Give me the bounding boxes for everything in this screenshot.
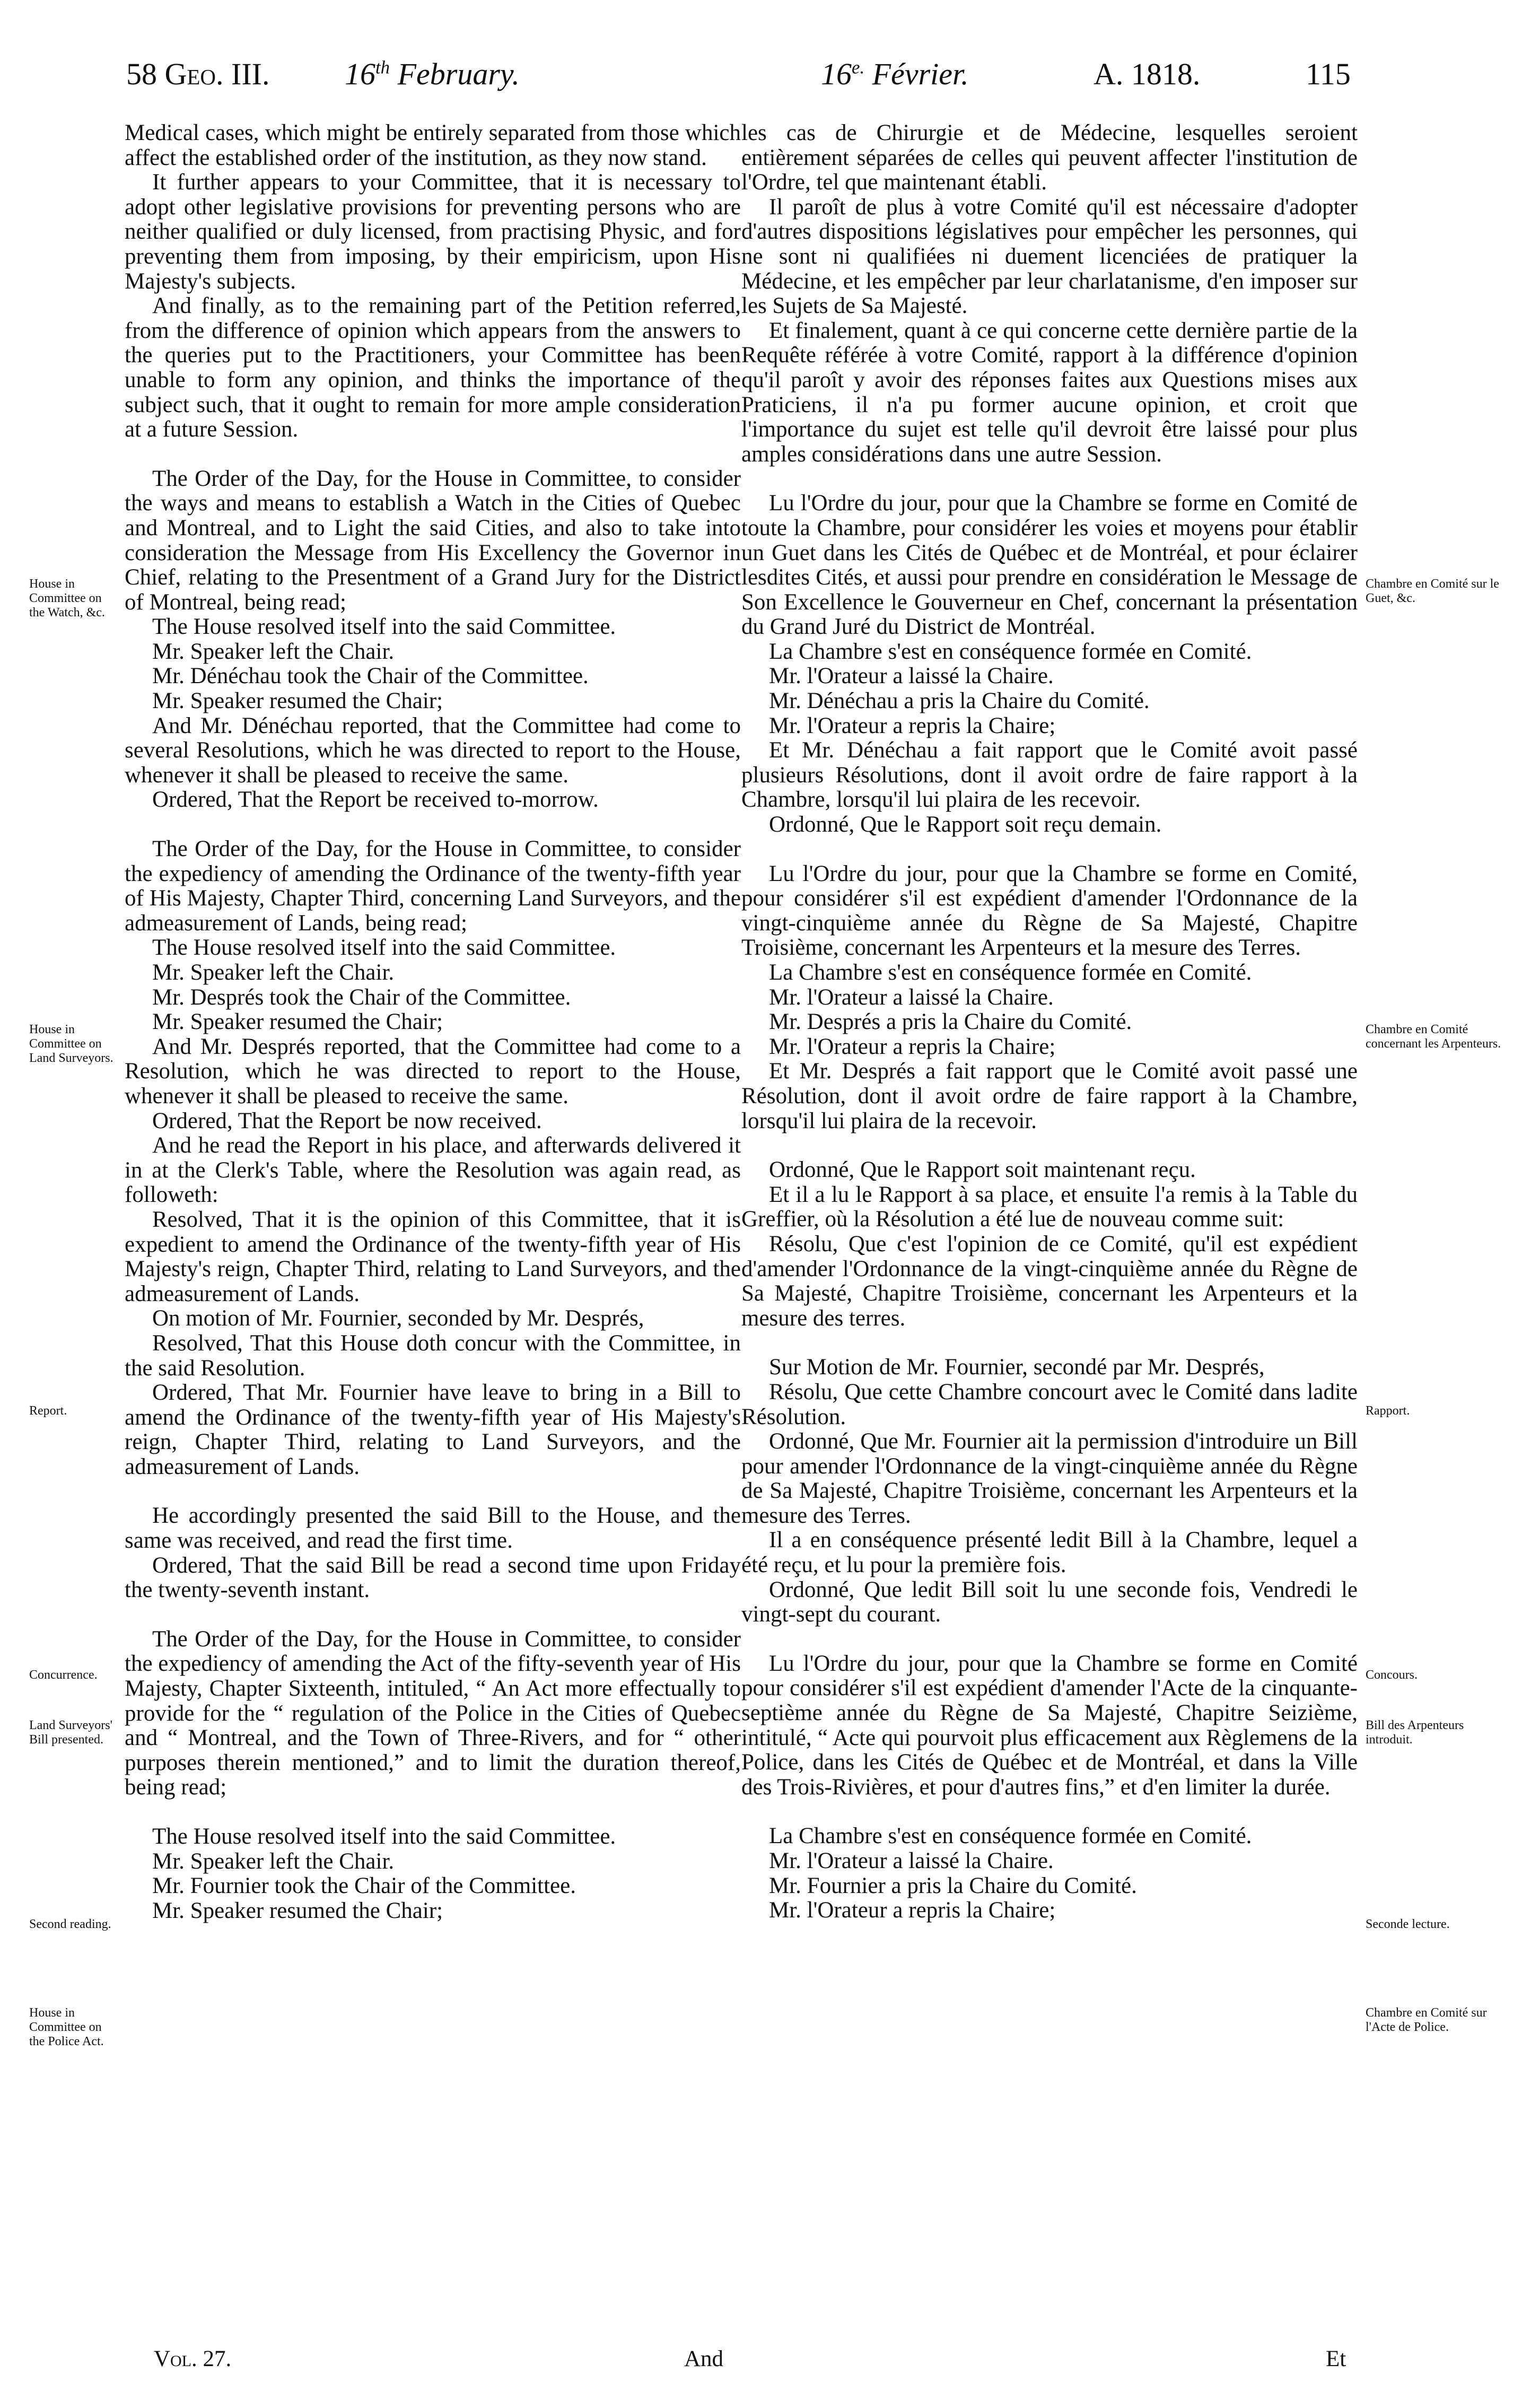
margin-note-right: Chambre en Comité sur l'Acte de Police.: [1366, 2006, 1487, 2034]
paragraph: Et Mr. Dénéchau a fait rapport que le Comité avoit passé plusieurs Résolutions, dont il avoit ordre de faire rapport à la Chambre, lorsqu'il lui plaira de les recevoir.: [741, 738, 1358, 813]
date-english: 16th February.: [345, 57, 520, 91]
paragraph: Lu l'Ordre du jour, pour que la Chambre se forme en Comité, pour considérer s'il est expédient d'amender l'Ordonnance de la vingt-cinquième année du Règne de Sa Majesté, Chapitre Troisième, concernant les Arpenteurs et la mesure des Terres.: [741, 861, 1358, 961]
paragraph: Mr. Speaker left the Chair.: [152, 1848, 395, 1874]
margin-note-left: House in Committee on the Watch, &c.: [29, 577, 105, 620]
paragraph: La Chambre s'est en conséquence formée en Comité.: [769, 960, 1252, 985]
paragraph: Resolved, That it is the opinion of this Committee, that it is expedient to amend the Ordinance of the twenty-fifth year of His Majesty's reign, Chapter Third, relating to Land Surveyors, and the admeasurement of Lands.: [125, 1207, 741, 1306]
margin-note-left: Concurrence.: [29, 1668, 98, 1682]
date-french: $16^{e.}$ Février.: [821, 57, 969, 91]
french-column: [741, 121, 1358, 1923]
margin-note-right: Rapport.: [1366, 1404, 1410, 1418]
catchword-french: Et: [1326, 2346, 1346, 2371]
paragraph: The House resolved itself into the said Committee.: [152, 1824, 616, 1849]
paragraph: Il paroît de plus à votre Comité qu'il est nécessaire d'adopter d'autres dispositions législatives pour empêcher les personnes, qui ne sont ni qualifiées ni duement licenciées de pratiquer la Médecine, et les empêcher par leur charlatanisme, d'en imposer sur les Sujets de Sa Majesté.: [741, 194, 1358, 319]
paragraph: Mr. Després a pris la Chaire du Comité.: [769, 1009, 1132, 1035]
margin-note-right: Concours.: [1366, 1668, 1418, 1682]
paragraph: les cas de Chirurgie et de Médecine, lesquelles seroient entièrement séparées de celles qui peuvent affecter l'institution de l'Ordre, tel que maintenant établi.: [741, 120, 1358, 195]
paragraph: And finally, as to the remaining part of the Petition referred, from the difference of opinion which appears from the answers to the queries put to the Practitioners, your Committee has been unable to form any opinion, and thinks the importance of the subject such, that it ought to remain for more ample consideration at a future Session.: [125, 293, 741, 442]
paragraph: Lu l'Ordre du jour, pour que la Chambre se forme en Comité de toute la Chambre, pour considérer les voies et moyens pour établir un Guet dans les Cités de Québec et de Montréal, et pour éclairer lesdites Cités, et aussi pour prendre en considération le Message de Son Excellence le Gouverneur en Chef, concernant la présentation du Grand Juré du District de Montréal.: [741, 491, 1358, 640]
paragraph: On motion of Mr. Fournier, seconded by Mr. Després,: [152, 1306, 644, 1331]
paragraph: Mr. Speaker left the Chair.: [152, 639, 395, 664]
paragraph: La Chambre s'est en conséquence formée en Comité.: [769, 1824, 1252, 1849]
margin-note-left: Report.: [29, 1404, 67, 1418]
paragraph: The Order of the Day, for the House in Committee, to consider the expediency of amending the Act of the fifty-seventh year of His Majesty, Chapter Sixteenth, intituled, “ An Act more effectually to provide for the “ regulation of the Police in the Cities of Quebec and “ Montreal, and the Town of Three-Rivers, and for “ other purposes therein mentioned,” and to limit the duration thereof, being read;: [125, 1626, 741, 1800]
paragraph: Mr. Fournier a pris la Chaire du Comité.: [769, 1873, 1137, 1898]
paragraph: Mr. l'Orateur a repris la Chaire;: [769, 1034, 1056, 1059]
paragraph: Mr. Speaker resumed the Chair;: [152, 1009, 443, 1035]
paragraph: It further appears to your Committee, that it is necessary to adopt other legislative provisions for preventing persons who are neither qualified or duly licensed, from practising Physic, and for preventing them from imposing, by their empiricism, upon His Majesty's subjects.: [125, 170, 741, 294]
paragraph: Et il a lu le Rapport à sa place, et ensuite l'a remis à la Table du Greffier, où la Résolution a été lue de nouveau comme suit:: [741, 1182, 1358, 1232]
paragraph: The House resolved itself into the said Committee.: [152, 614, 616, 640]
paragraph: The Order of the Day, for the House in Committee, to consider the ways and means to establish a Watch in the Cities of Quebec and Montreal, and to Light the said Cities, and also to take into consideration the Message from His Excellency the Governor in Chief, relating to the Presentment of a Grand Jury for the District of Montreal, being read;: [125, 466, 741, 615]
page-number: 115: [1306, 57, 1351, 91]
paragraph: Mr. Speaker resumed the Chair;: [152, 688, 443, 714]
paragraph: Medical cases, which might be entirely separated from those which affect the established order of the institution, as they now stand.: [125, 120, 741, 170]
paragraph: Mr. l'Orateur a laissé la Chaire.: [769, 1848, 1054, 1873]
paragraph: Mr. Fournier took the Chair of the Committee.: [152, 1873, 576, 1899]
volume-signature: Vol. 27.: [154, 2346, 232, 2371]
paragraph: And he read the Report in his place, and afterwards delivered it in at the Clerk's Table, where the Resolution was again read, as followeth:: [125, 1133, 741, 1208]
margin-note-right: Bill des Arpenteurs introduit.: [1366, 1718, 1464, 1747]
regnal-year: 58 Geo. III.: [126, 57, 270, 91]
paragraph: Il a en conséquence présenté ledit Bill à la Chambre, lequel a été reçu, et lu pour la première fois.: [741, 1528, 1358, 1578]
paragraph: Mr. Dénéchau a pris la Chaire du Comité.: [769, 688, 1150, 714]
paragraph: The House resolved itself into the said Committee.: [152, 935, 616, 961]
page-header: [0, 53, 1522, 106]
paragraph: Et finalement, quant à ce qui concerne cette dernière partie de la Requête référée à votre Comité, rapport à la différence d'opinion qu'il paroît y avoir des réponses faites aux Questions mises aux Praticiens, il n'a pu former aucune opinion, et croit que l'importance du sujet est telle qu'il devroit être laissé pour plus amples considérations dans une autre Session.: [741, 318, 1358, 467]
paragraph: Mr. Després took the Chair of the Committee.: [152, 984, 571, 1010]
paragraph: Ordonné, Que le Rapport soit reçu demain.: [769, 812, 1162, 837]
paragraph: Resolved, That this House doth concur with the Committee, in the said Resolution.: [125, 1330, 741, 1381]
paragraph: Mr. Speaker left the Chair.: [152, 960, 395, 985]
paragraph: Ordonné, Que ledit Bill soit lu une seconde fois, Vendredi le vingt-sept du courant.: [741, 1577, 1358, 1627]
margin-note-right: Chambre en Comité concernant les Arpenteurs.: [1366, 1023, 1501, 1051]
paragraph: Ordered, That the said Bill be read a second time upon Friday the twenty-seventh instant.: [125, 1552, 741, 1603]
paragraph: And Mr. Dénéchau reported, that the Committee had come to several Resolutions, which he was directed to report to the House, whenever it shall be pleased to receive the same.: [125, 713, 741, 788]
paragraph: La Chambre s'est en conséquence formée en Comité.: [769, 639, 1252, 664]
english-column: [125, 121, 741, 1923]
paragraph: Sur Motion de Mr. Fournier, secondé par Mr. Després,: [769, 1355, 1265, 1380]
paragraph: Lu l'Ordre du jour, pour que la Chambre se forme en Comité pour considérer s'il est expédient d'amender l'Acte de la cinquante-septième année du Règne de Sa Majesté, Chapitre Seizième, intitulé, “ Acte qui pourvoit plus efficacement aux Règlemens de la Police, dans les Cités de Québec et de Montréal, et dans la Ville des Trois-Rivières, et pour d'autres fins,” et d'en limiter la durée.: [741, 1651, 1358, 1800]
paragraph: Résolu, Que c'est l'opinion de ce Comité, qu'il est expédient d'amender l'Ordonnance de la vingt-cinquième année du Règne de Sa Majesté, Chapitre Troisième, concernant les Arpenteurs et la mesure des terres.: [741, 1231, 1358, 1331]
margin-note-left: House in Committee on Land Surveyors.: [29, 1023, 113, 1065]
paragraph: Mr. l'Orateur a laissé la Chaire.: [769, 984, 1054, 1010]
paragraph: Ordered, That the Report be received to-morrow.: [152, 787, 599, 813]
calendar-year: A. 1818.: [1094, 57, 1201, 91]
margin-note-left: Second reading.: [29, 1917, 111, 1931]
paragraph: Résolu, Que cette Chambre concourt avec le Comité dans ladite Résolution.: [741, 1379, 1358, 1429]
catchword-english: And: [684, 2346, 724, 2371]
paragraph: Ordonné, Que le Rapport soit maintenant reçu.: [769, 1157, 1196, 1183]
paragraph: Mr. l'Orateur a laissé la Chaire.: [769, 664, 1054, 689]
paragraph: The Order of the Day, for the House in Committee, to consider the expediency of amending the Ordinance of the twenty-fifth year of His Majesty, Chapter Third, concerning Land Surveyors, and the admeasurement of Lands, being read;: [125, 836, 741, 936]
paragraph: Et Mr. Després a fait rapport que le Comité avoit passé une Résolution, dont il avoit ordre de faire rapport à la Chambre, lorsqu'il lui plaira de la recevoir.: [741, 1059, 1358, 1133]
paragraph: Mr. l'Orateur a repris la Chaire;: [769, 1898, 1056, 1923]
paragraph: Ordered, That the Report be now received.: [152, 1108, 542, 1133]
page-footer: [0, 2343, 1522, 2375]
paragraph: Mr. Speaker resumed the Chair;: [152, 1898, 443, 1923]
paragraph: Ordonné, Que Mr. Fournier ait la permission d'introduire un Bill pour amender l'Ordonnance de la vingt-cinquième année du Règne de Sa Majesté, Chapitre Troisième, concernant les Arpenteurs et la mesure des Terres.: [741, 1429, 1358, 1528]
paragraph: He accordingly presented the said Bill to the House, and the same was received, and read the first time.: [125, 1503, 741, 1554]
paragraph: Mr. l'Orateur a repris la Chaire;: [769, 713, 1056, 738]
paragraph: And Mr. Després reported, that the Committee had come to a Resolution, which he was directed to report to the House, whenever it shall be pleased to receive the same.: [125, 1034, 741, 1109]
margin-note-right: Seconde lecture.: [1366, 1917, 1450, 1931]
margin-note-right: Chambre en Comité sur le Guet, &c.: [1366, 577, 1499, 605]
margin-note-left: Land Surveyors' Bill presented.: [29, 1718, 112, 1747]
margin-note-left: House in Committee on the Police Act.: [29, 2006, 104, 2048]
paragraph: Mr. Dénéchau took the Chair of the Committee.: [152, 664, 589, 689]
paragraph: Ordered, That Mr. Fournier have leave to bring in a Bill to amend the Ordinance of the twenty-fifth year of His Majesty's reign, Chapter Third, relating to Land Surveyors, and the admeasurement of Lands.: [125, 1380, 741, 1479]
